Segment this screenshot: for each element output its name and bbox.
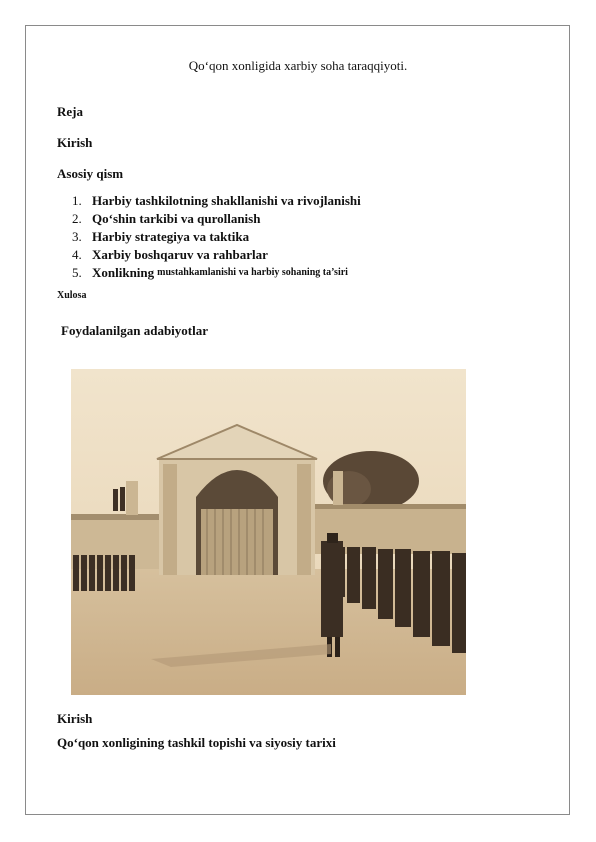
toc-number: 2.: [72, 211, 82, 226]
toc-text: Qo‘shin tarkibi va qurollanish: [92, 211, 261, 226]
toc-subtext: mustahkamlanishi va harbiy sohaning ta’siri: [157, 267, 348, 278]
conclusion-heading: Xulosa: [57, 290, 87, 301]
references-heading: Foydalanilgan adabiyotlar: [61, 323, 208, 338]
toc-text: Xonlikning: [92, 265, 155, 280]
intro-heading: Kirish: [57, 135, 93, 150]
toc-item: [72, 210, 361, 228]
toc-item: [72, 264, 361, 282]
section-heading-intro: Kirish: [57, 711, 93, 726]
toc-text: Xarbiy boshqaruv va rahbarlar: [92, 247, 268, 262]
toc-number: 4.: [72, 247, 82, 262]
toc-item: [72, 228, 361, 246]
historical-photo-fortress-gate: [71, 369, 466, 695]
document-title: Qo‘qon xonligida xarbiy soha taraqqiyoti.: [188, 58, 408, 73]
toc-item: [72, 246, 361, 264]
toc-number: 3.: [72, 229, 82, 244]
toc-number: 5.: [72, 265, 82, 280]
toc-text: Harbiy tashkilotning shakllanishi va rivojlanishi: [92, 193, 361, 208]
plan-heading: Reja: [57, 104, 83, 119]
toc-text: Harbiy strategiya va taktika: [92, 229, 250, 244]
toc-item: [72, 192, 361, 210]
section-subtitle: Qo‘qon xonligining tashkil topishi va siyosiy tarixi: [57, 735, 336, 750]
table-of-contents: [72, 192, 361, 282]
main-part-heading: Asosiy qism: [57, 166, 124, 181]
toc-number: 1.: [72, 193, 82, 208]
